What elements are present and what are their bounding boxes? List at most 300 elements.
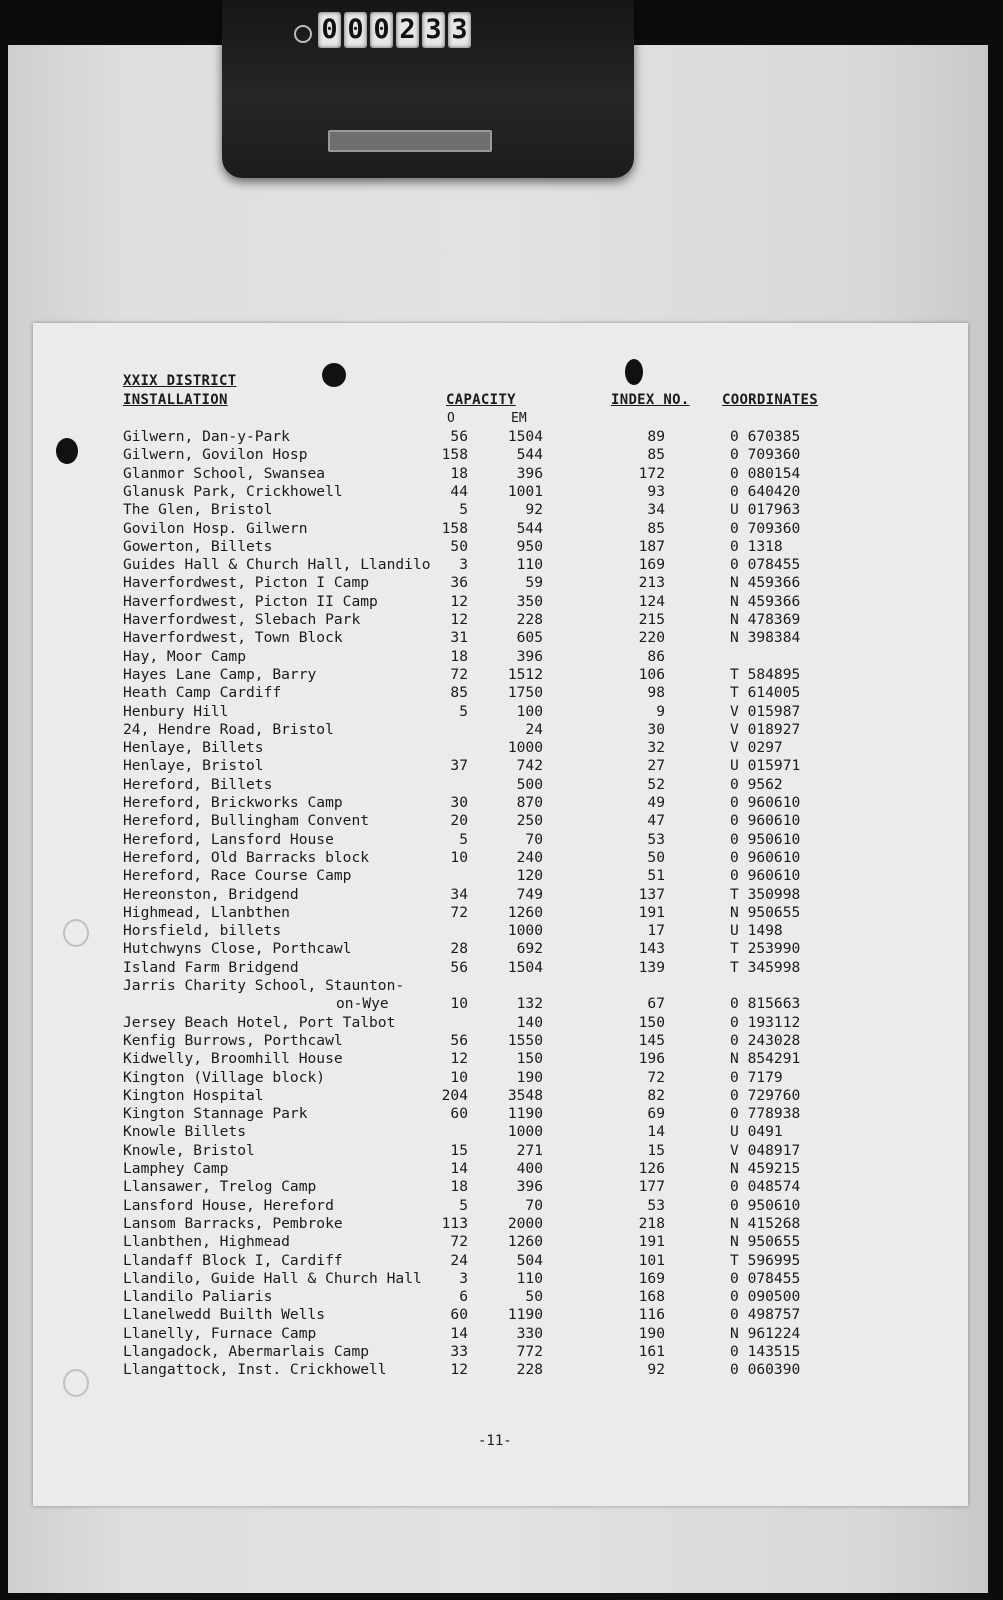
installation-name: Jersey Beach Hotel, Port Talbot: [123, 1013, 396, 1031]
coordinates: N 950655: [730, 903, 801, 921]
table-row: [33, 1087, 968, 1105]
counter-digit: 3: [422, 12, 445, 48]
enlisted-capacity: 271: [516, 1141, 543, 1159]
table-row: [33, 1142, 968, 1160]
enlisted-capacity: 120: [516, 867, 543, 885]
table-row: [33, 904, 968, 922]
enlisted-capacity: 1190: [507, 1306, 543, 1324]
index-number: 32: [647, 739, 665, 757]
installation-name: Hereford, Old Barracks block: [123, 848, 370, 866]
table-row: [33, 1215, 968, 1233]
officer-capacity: 3: [459, 1269, 468, 1287]
document-page: [33, 323, 968, 1506]
index-number: 86: [647, 647, 665, 665]
enlisted-capacity: 228: [516, 611, 543, 628]
coordinates: N 415268: [730, 1214, 801, 1232]
enlisted-capacity: 110: [516, 1269, 543, 1287]
index-number: 101: [638, 1251, 665, 1269]
index-number: 143: [638, 940, 665, 958]
table-row: [33, 1233, 968, 1251]
enlisted-capacity: 1504: [507, 958, 543, 976]
table-row: [33, 831, 968, 849]
enlisted-capacity: 24: [525, 720, 543, 738]
index-number: 126: [638, 1160, 665, 1177]
officer-capacity: 10: [450, 995, 468, 1013]
index-number: 169: [638, 556, 665, 574]
table-row: [33, 812, 968, 830]
coordinates: 0 709360: [730, 519, 801, 537]
enlisted-capacity: 150: [516, 1050, 543, 1068]
coordinates: N 459215: [730, 1160, 801, 1177]
officer-capacity: 15: [450, 1141, 468, 1159]
enlisted-capacity: 70: [525, 830, 543, 848]
index-number: 215: [638, 611, 665, 628]
installation-name: Heath Camp Cardiff: [123, 684, 282, 702]
counter-digit: 2: [396, 12, 419, 48]
counter-digit: 0: [370, 12, 393, 48]
installation-name: Henlaye, Bristol: [123, 757, 264, 775]
installation-name: Guides Hall & Church Hall, Llandilo: [123, 556, 431, 574]
installation-name: Kington Hospital: [123, 1086, 264, 1104]
coordinates: U 1498: [730, 922, 783, 940]
installation-name: Highmead, Llanbthen: [123, 903, 290, 921]
table-row: [33, 1288, 968, 1306]
installation-name: Llandilo Paliaris: [123, 1288, 273, 1306]
officer-capacity: 50: [450, 537, 468, 555]
table-row: [33, 959, 968, 977]
index-number: 30: [647, 720, 665, 738]
enlisted-capacity: 132: [516, 995, 543, 1013]
enlisted-capacity: 92: [525, 501, 543, 519]
installation-name: Hereford, Race Course Camp: [123, 867, 352, 885]
table-row: [33, 666, 968, 684]
enlisted-capacity: 3548: [507, 1086, 543, 1104]
enlisted-capacity: 396: [516, 647, 543, 665]
officer-capacity: 10: [450, 1068, 468, 1086]
enlisted-capacity: 1000: [507, 922, 543, 940]
coordinates: N 854291: [730, 1050, 801, 1068]
coordinates: T 596995: [730, 1251, 801, 1269]
enlisted-capacity: 749: [516, 885, 543, 903]
index-number: 51: [647, 867, 665, 885]
table-row: [33, 593, 968, 611]
index-number: 220: [638, 629, 665, 647]
enlisted-capacity: 950: [516, 537, 543, 555]
table-row: [33, 1270, 968, 1288]
officer-capacity: 37: [450, 757, 468, 775]
officer-capacity: 10: [450, 848, 468, 866]
installation-name: Hereonston, Bridgend: [123, 885, 299, 903]
enlisted-capacity: 100: [516, 702, 543, 720]
index-number: 124: [638, 592, 665, 610]
index-number: 69: [647, 1105, 665, 1123]
installation-name: Island Farm Bridgend: [123, 958, 299, 976]
enlisted-capacity: 742: [516, 757, 543, 775]
officer-capacity: 14: [450, 1324, 468, 1342]
coordinates: T 253990: [730, 940, 801, 958]
table-row: [33, 757, 968, 775]
officer-capacity: 5: [459, 1196, 468, 1214]
coordinates: V 018927: [730, 720, 801, 738]
table-row: [33, 1014, 968, 1032]
officer-capacity: 31: [450, 629, 468, 647]
coordinates: 0 090500: [730, 1288, 801, 1306]
officer-capacity: 56: [450, 1031, 468, 1049]
index-number: 139: [638, 958, 665, 976]
table-row: [33, 794, 968, 812]
officer-capacity: 24: [450, 1251, 468, 1269]
officer-capacity: 18: [450, 1178, 468, 1196]
enlisted-capacity: 110: [516, 556, 543, 574]
officer-capacity: 85: [450, 684, 468, 702]
table-row: [33, 995, 968, 1013]
index-number: 72: [647, 1068, 665, 1086]
clipboard-clip: [222, 0, 634, 178]
enlisted-subheader: EM: [511, 411, 527, 426]
table-row: [33, 520, 968, 538]
coordinates: V 0297: [730, 739, 783, 757]
coordinates: 0 1318: [730, 537, 783, 555]
installation-name: Lamphey Camp: [123, 1160, 229, 1177]
coordinates: 0 7179: [730, 1068, 783, 1086]
index-number: 161: [638, 1343, 665, 1360]
coordinates: 0 060390: [730, 1361, 801, 1379]
coordinates: 0 243028: [730, 1031, 801, 1049]
officer-capacity: 6: [459, 1288, 468, 1306]
index-number: 169: [638, 1269, 665, 1287]
officer-capacity: 5: [459, 501, 468, 519]
installation-name: Jarris Charity School, Staunton-: [123, 977, 405, 994]
counter-digit: 0: [318, 12, 341, 48]
enlisted-capacity: 1512: [507, 665, 543, 683]
index-number: 116: [638, 1306, 665, 1324]
installation-name: Kington (Village block): [123, 1068, 326, 1086]
installation-name: Horsfield, billets: [123, 922, 282, 940]
installation-name: Llanbthen, Highmead: [123, 1233, 290, 1251]
index-number: 17: [647, 922, 665, 940]
table-row: [33, 1306, 968, 1324]
installation-name: Glanmor School, Swansea: [123, 464, 326, 482]
table-row: [33, 1069, 968, 1087]
installation-name: Kington Stannage Park: [123, 1105, 308, 1123]
officer-capacity: 18: [450, 647, 468, 665]
table-row: [33, 721, 968, 739]
officer-capacity: 12: [450, 1361, 468, 1379]
installation-name: Llangadock, Abermarlais Camp: [123, 1343, 370, 1360]
enlisted-capacity: 140: [516, 1013, 543, 1031]
officer-capacity: 5: [459, 830, 468, 848]
coordinates: 0 815663: [730, 995, 801, 1013]
table-row: [33, 1032, 968, 1050]
index-number: 15: [647, 1141, 665, 1159]
installation-name: Llandaff Block I, Cardiff: [123, 1251, 343, 1269]
enlisted-capacity: 544: [516, 446, 543, 464]
table-row: [33, 1197, 968, 1215]
installation-name: Gilwern, Dan-y-Park: [123, 428, 290, 445]
table-row: [33, 501, 968, 519]
index-number: 52: [647, 775, 665, 793]
counter-digit: 0: [344, 12, 367, 48]
table-row: [33, 867, 968, 885]
enlisted-capacity: 1000: [507, 1123, 543, 1141]
enlisted-capacity: 692: [516, 940, 543, 958]
installation-name: Knowle Billets: [123, 1123, 247, 1141]
installation-name: Henbury Hill: [123, 702, 229, 720]
coordinates: V 015987: [730, 702, 801, 720]
coordinates: 0 960610: [730, 848, 801, 866]
table-row: [33, 629, 968, 647]
page-number: -11-: [478, 1433, 512, 1449]
installation-name: Hereford, Brickworks Camp: [123, 794, 343, 811]
index-number: 98: [647, 684, 665, 702]
index-number: 145: [638, 1031, 665, 1049]
coordinates: 0 778938: [730, 1105, 801, 1123]
table-row: [33, 1361, 968, 1379]
index-number: 53: [647, 1196, 665, 1214]
enlisted-capacity: 1260: [507, 1233, 543, 1251]
index-column-header: INDEX NO.: [611, 392, 690, 408]
installation-name: Llansawer, Trelog Camp: [123, 1178, 317, 1196]
installation-name: Hutchwyns Close, Porthcawl: [123, 940, 352, 958]
officer-capacity: 113: [441, 1214, 468, 1232]
table-row: [33, 574, 968, 592]
coordinates: 0 950610: [730, 830, 801, 848]
installation-name: Lansford House, Hereford: [123, 1196, 334, 1214]
officer-capacity: 56: [450, 958, 468, 976]
coordinates: N 459366: [730, 574, 801, 592]
installation-name: on-Wye: [336, 995, 389, 1013]
installation-column-header: INSTALLATION: [123, 392, 228, 408]
officer-capacity: 72: [450, 903, 468, 921]
index-number: 150: [638, 1013, 665, 1031]
index-number: 177: [638, 1178, 665, 1196]
coordinates: N 459366: [730, 592, 801, 610]
installation-name: The Glen, Bristol: [123, 501, 273, 519]
district-title: XXIX DISTRICT: [123, 373, 237, 389]
installation-name: Govilon Hosp. Gilwern: [123, 519, 308, 537]
enlisted-capacity: 50: [525, 1288, 543, 1306]
officer-capacity: 60: [450, 1105, 468, 1123]
coordinates: 0 9562: [730, 775, 783, 793]
table-row: [33, 1160, 968, 1178]
index-number: 168: [638, 1288, 665, 1306]
officers-subheader: O: [447, 411, 455, 426]
installation-name: Hereford, Lansford House: [123, 830, 334, 848]
installation-name: Hay, Moor Camp: [123, 647, 247, 665]
coordinates: U 017963: [730, 501, 801, 519]
coordinates: 0 960610: [730, 794, 801, 811]
table-row: [33, 922, 968, 940]
coordinates: N 398384: [730, 629, 801, 647]
enlisted-capacity: 500: [516, 775, 543, 793]
enlisted-capacity: 330: [516, 1324, 543, 1342]
coordinates: N 950655: [730, 1233, 801, 1251]
table-row: [33, 611, 968, 629]
installation-name: Hereford, Bullingham Convent: [123, 812, 370, 830]
index-number: 92: [647, 1361, 665, 1379]
coordinates: 0 078455: [730, 556, 801, 574]
coordinates: 0 709360: [730, 446, 801, 464]
table-row: [33, 1325, 968, 1343]
coordinates: 0 143515: [730, 1343, 801, 1360]
index-number: 9: [656, 702, 665, 720]
coordinates: N 961224: [730, 1324, 801, 1342]
installation-name: Llanelly, Furnace Camp: [123, 1324, 317, 1342]
officer-capacity: 72: [450, 665, 468, 683]
officer-capacity: 30: [450, 794, 468, 811]
table-row: [33, 1105, 968, 1123]
coordinates: T 584895: [730, 665, 801, 683]
officer-capacity: 56: [450, 428, 468, 445]
installation-name: Henlaye, Billets: [123, 739, 264, 757]
index-number: 191: [638, 1233, 665, 1251]
table-row: [33, 428, 968, 446]
table-row: [33, 1343, 968, 1361]
table-row: [33, 1050, 968, 1068]
index-number: 93: [647, 482, 665, 500]
enlisted-capacity: 1750: [507, 684, 543, 702]
enlisted-capacity: 605: [516, 629, 543, 647]
installation-name: Haverfordwest, Picton I Camp: [123, 574, 370, 592]
enlisted-capacity: 870: [516, 794, 543, 811]
coordinates: V 048917: [730, 1141, 801, 1159]
enlisted-capacity: 350: [516, 592, 543, 610]
coordinates: 0 950610: [730, 1196, 801, 1214]
officer-capacity: 28: [450, 940, 468, 958]
installation-name: Gilwern, Govilon Hosp: [123, 446, 308, 464]
table-row: [33, 556, 968, 574]
coordinates: N 478369: [730, 611, 801, 628]
coordinates: 0 729760: [730, 1086, 801, 1104]
enlisted-capacity: 70: [525, 1196, 543, 1214]
officer-capacity: 12: [450, 1050, 468, 1068]
enlisted-capacity: 240: [516, 848, 543, 866]
index-number: 27: [647, 757, 665, 775]
officer-capacity: 72: [450, 1233, 468, 1251]
installation-name: Glanusk Park, Crickhowell: [123, 482, 343, 500]
officer-capacity: 14: [450, 1160, 468, 1177]
capacity-column-header: CAPACITY: [446, 392, 516, 408]
coordinates: T 614005: [730, 684, 801, 702]
enlisted-capacity: 1504: [507, 428, 543, 445]
enlisted-capacity: 544: [516, 519, 543, 537]
index-number: 89: [647, 428, 665, 445]
enlisted-capacity: 2000: [507, 1214, 543, 1232]
clip-plate: [328, 130, 492, 152]
index-number: 53: [647, 830, 665, 848]
officer-capacity: 34: [450, 885, 468, 903]
officer-capacity: 44: [450, 482, 468, 500]
installation-name: Kidwelly, Broomhill House: [123, 1050, 343, 1068]
table-row: [33, 940, 968, 958]
counter-digit: 3: [448, 12, 471, 48]
officer-capacity: 158: [441, 519, 468, 537]
coordinates: 0 498757: [730, 1306, 801, 1324]
enlisted-capacity: 1550: [507, 1031, 543, 1049]
table-row: [33, 703, 968, 721]
index-number: 49: [647, 794, 665, 811]
index-number: 196: [638, 1050, 665, 1068]
enlisted-capacity: 59: [525, 574, 543, 592]
officer-capacity: 60: [450, 1306, 468, 1324]
index-number: 190: [638, 1324, 665, 1342]
officer-capacity: 33: [450, 1343, 468, 1360]
coordinates: 0 080154: [730, 464, 801, 482]
enlisted-capacity: 396: [516, 1178, 543, 1196]
enlisted-capacity: 1001: [507, 482, 543, 500]
coordinates: 0 078455: [730, 1269, 801, 1287]
coordinates: U 0491: [730, 1123, 783, 1141]
installation-name: 24, Hendre Road, Bristol: [123, 720, 334, 738]
officer-capacity: 36: [450, 574, 468, 592]
table-row: [33, 849, 968, 867]
table-row: [33, 776, 968, 794]
installation-name: Lansom Barracks, Pembroke: [123, 1214, 343, 1232]
table-row: [33, 684, 968, 702]
index-number: 82: [647, 1086, 665, 1104]
enlisted-capacity: 504: [516, 1251, 543, 1269]
table-row: [33, 1123, 968, 1141]
table-row: [33, 1252, 968, 1270]
index-number: 213: [638, 574, 665, 592]
table-row: [33, 465, 968, 483]
coordinates: 0 670385: [730, 428, 801, 445]
enlisted-capacity: 1260: [507, 903, 543, 921]
table-row: [33, 648, 968, 666]
index-number: 85: [647, 446, 665, 464]
index-number: 191: [638, 903, 665, 921]
index-number: 106: [638, 665, 665, 683]
table-row: [33, 886, 968, 904]
installation-name: Haverfordwest, Town Block: [123, 629, 343, 647]
officer-capacity: 18: [450, 464, 468, 482]
installation-name: Kenfig Burrows, Porthcawl: [123, 1031, 343, 1049]
coordinates: U 015971: [730, 757, 801, 775]
coordinates: 0 048574: [730, 1178, 801, 1196]
index-number: 137: [638, 885, 665, 903]
enlisted-capacity: 190: [516, 1068, 543, 1086]
table-row: [33, 483, 968, 501]
frame-counter: [318, 12, 471, 50]
counter-knob-icon: [294, 25, 312, 43]
installation-name: Llandilo, Guide Hall & Church Hall: [123, 1269, 422, 1287]
index-number: 172: [638, 464, 665, 482]
officer-capacity: 3: [459, 556, 468, 574]
installation-name: Hayes Lane Camp, Barry: [123, 665, 317, 683]
officer-capacity: 12: [450, 592, 468, 610]
coordinates: 0 640420: [730, 482, 801, 500]
enlisted-capacity: 250: [516, 812, 543, 830]
officer-capacity: 158: [441, 446, 468, 464]
officer-capacity: 20: [450, 812, 468, 830]
installation-name: Haverfordwest, Picton II Camp: [123, 592, 378, 610]
enlisted-capacity: 772: [516, 1343, 543, 1360]
table-row: [33, 1178, 968, 1196]
table-row: [33, 538, 968, 556]
officer-capacity: 204: [441, 1086, 468, 1104]
installation-name: Hereford, Billets: [123, 775, 273, 793]
installation-name: Haverfordwest, Slebach Park: [123, 611, 361, 628]
index-number: 14: [647, 1123, 665, 1141]
enlisted-capacity: 1190: [507, 1105, 543, 1123]
officer-capacity: 12: [450, 611, 468, 628]
coordinates: T 350998: [730, 885, 801, 903]
installation-name: Knowle, Bristol: [123, 1141, 255, 1159]
installation-name: Llanelwedd Builth Wells: [123, 1306, 326, 1324]
index-number: 67: [647, 995, 665, 1013]
index-number: 85: [647, 519, 665, 537]
enlisted-capacity: 396: [516, 464, 543, 482]
